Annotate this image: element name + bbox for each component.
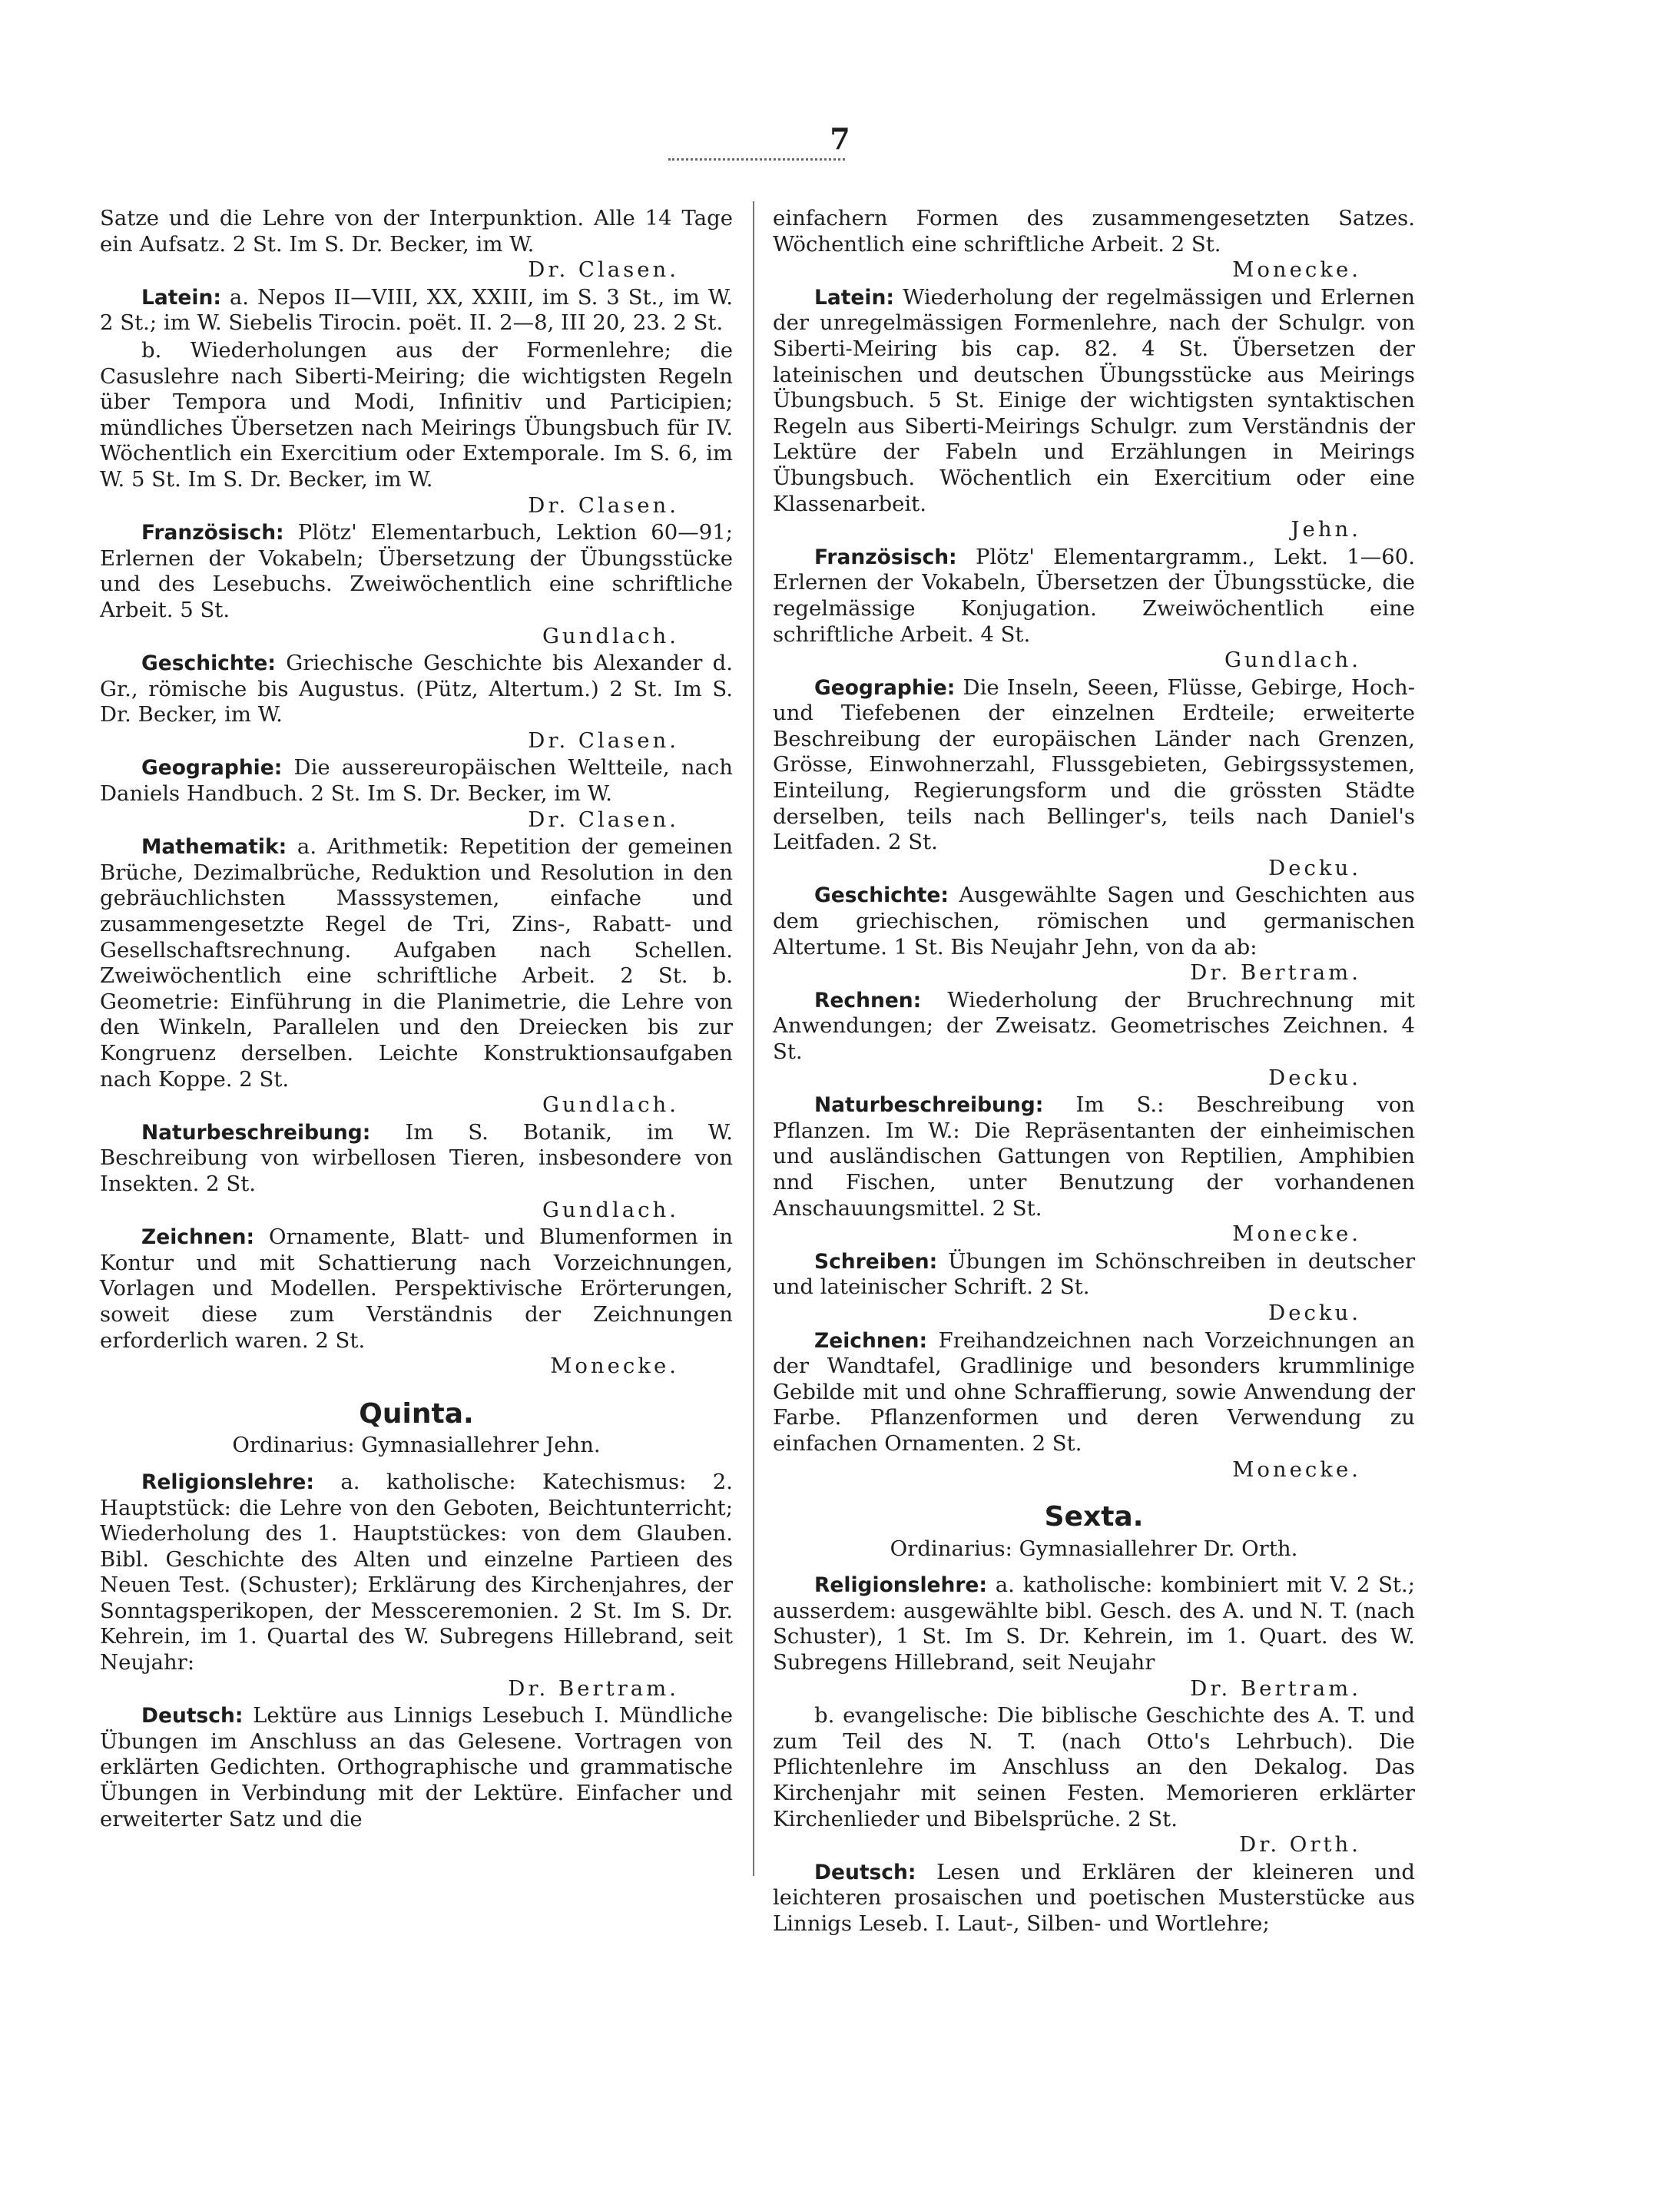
paragraph — [773, 1703, 1415, 1858]
teacher-signature: Dr. Bertram. — [1190, 960, 1361, 986]
page-number: 7 — [830, 121, 850, 156]
subject-heading: Naturbeschreibung: — [141, 1120, 371, 1145]
subject-heading: Deutsch: — [141, 1704, 244, 1728]
ordinarius-quinta: Ordinarius: Gymnasiallehrer Jehn. — [232, 1433, 601, 1458]
subject-heading: Französisch: — [814, 545, 957, 569]
teacher-signature: Gundlach. — [1224, 648, 1361, 673]
paragraph-text: b. Wiederholungen aus der Formenlehre; die Casuslehre nach Siberti-Meiring; die wichtigsten Regeln über Tempora und Modi, Infinitiv und Participien; mündliches Übersetzen nach Meirings Übungsbuch für IV. Wöchentlich ein Exercitium oder Extemporale. Im S. 6, im W. 5 St. Im S. Dr. Becker, im W. — [100, 337, 733, 492]
paragraph — [100, 1225, 733, 1380]
subject-heading: Naturbeschreibung: — [814, 1093, 1044, 1118]
paragraph — [100, 834, 733, 1119]
paragraph-text: b. evangelische: Die biblische Geschichte des A. T. und zum Teil des N. T. (nach Otto's Lehrbuch). Die Pflichtenlehre im Anschluss an den Dekalog. Das Kirchenjahr mit seinen Festen. Memorieren erklärter Kirchenlieder und Bibelsprüche. 2 St. — [773, 1703, 1415, 1831]
section-title-sexta: Sexta. — [1044, 1501, 1144, 1533]
teacher-signature: Dr. Bertram. — [508, 1675, 679, 1701]
paragraph — [773, 545, 1415, 674]
right-paragraphs — [773, 206, 1415, 1483]
teacher-signature: Dr. Clasen. — [528, 257, 679, 283]
teacher-signature: Monecke. — [1232, 257, 1361, 283]
paragraph — [773, 883, 1415, 986]
subject-heading: Geschichte: — [141, 651, 276, 676]
paragraph — [773, 206, 1415, 283]
subject-heading: Zeichnen: — [814, 1328, 928, 1353]
subject-heading: Deutsch: — [814, 1860, 916, 1884]
teacher-signature: Gundlach. — [542, 1197, 679, 1222]
paragraph-text: Wiederholung der Bruchrechnung mit Anwendungen; der Zweisatz. Geometrisches Zeichnen. 4 St. — [773, 987, 1415, 1064]
paragraph-text: Griechische Geschichte bis Alexander d. Gr., römische bis Augustus. (Pütz, Altertum.) 2 St. Im S. Dr. Becker, im W. — [100, 651, 733, 727]
teacher-signature: Gundlach. — [542, 623, 679, 648]
sexta-paragraphs — [773, 1573, 1415, 1937]
paragraph-text: Ornamente, Blatt- und Blumenformen in Kontur und mit Schattierung nach Vorzeichnungen, Vorlagen und Modellen. Perspektivische Erörterungen, soweit diese zum Verständnis der Zeichnungen erforderlich waren. 2 St. — [100, 1225, 733, 1353]
paragraph-text: Lektüre aus Linnigs Lesebuch I. Mündliche Übungen im Anschluss an das Gelesene. Vortragen von erklärten Gedichten. Orthographische und grammatische Übungen in Verbindung mit der Lektüre. Einfacher und erweiterter Satz und die — [100, 1703, 733, 1831]
paragraph — [100, 755, 733, 833]
paragraph — [100, 1703, 733, 1832]
paragraph — [100, 1470, 733, 1702]
teacher-signature: Monecke. — [1232, 1457, 1361, 1482]
subject-heading: Geschichte: — [814, 883, 949, 908]
paragraph-text: Plötz' Elementargramm., Lekt. 1—60. Erlernen der Vokabeln, Übersetzen der Übungsstücke, die regelmässige Konjugation. Zweiwöchentlich eine schriftliche Arbeit. 4 St. — [773, 544, 1416, 647]
teacher-signature: Decku. — [1268, 1065, 1361, 1090]
paragraph-text: a. Arithmetik: Repetition der gemeinen Brüche, Dezimalbrüche, Reduktion und Resolution in den gebräuchlichsten Masssystemen, einfache und zusammengesetzte Regel de Tri, Zins-, Rabatt- und Gesellschaftsrechnung. Aufgaben nach Schellen. Zweiwöchentlich eine schriftliche Arbeit. 2 St. b. Geometrie: Einführung in die Planimetrie, die Lehre von den Winkeln, Parallelen und den Dreiecken bis zur Kongruenz derselben. Leichte Konstruktionsaufgaben nach Koppe. 2 St. — [100, 834, 734, 1092]
paragraph-text: Die aussereuropäischen Weltteile, nach Daniels Handbuch. 2 St. Im S. Dr. Becker, im W. — [100, 755, 733, 807]
paragraph — [773, 675, 1415, 882]
paragraph-text: a. Nepos II—VIII, XX, XXIII, im S. 3 St., im W. 2 St.; im W. Siebelis Tirocin. poët. II. 2—8, III 20, 23. 2 St. — [100, 284, 733, 336]
paragraph — [100, 651, 733, 754]
teacher-signature: Dr. Clasen. — [528, 727, 679, 753]
ornament-rule — [668, 158, 845, 167]
paragraph-text: Freihandzeichnen nach Vorzeichnungen an der Wandtafel, Gradlinige und besonders krummlinige Gebilde mit und ohne Schraffierung, sowie Anwendung der Farbe. Pflanzenformen und deren Verwendung zu einfachen Ornamenten. 2 St. — [773, 1327, 1415, 1456]
subject-heading: Schreiben: — [814, 1249, 938, 1274]
paragraph-text: a. katholische: Katechismus: 2. Hauptstück: die Lehre von den Geboten, Beichtunterricht; Wiederholung des 1. Hauptstückes: von dem Glauben. Bibl. Geschichte des Alten und einzelne Partieen des Neuen Test. (Schuster); Erklärung des Kirchenjahres, der Sonntagsperikopen, der Messceremonien. 2 St. Im S. Dr. Kehrein, im 1. Quartal des W. Subregens Hillebrand, seit Neujahr: — [100, 1469, 733, 1675]
subject-heading: Latein: — [814, 285, 894, 310]
subject-heading: Geographie: — [814, 675, 956, 700]
quinta-paragraphs — [100, 1470, 733, 1832]
teacher-signature: Monecke. — [1232, 1221, 1361, 1247]
paragraph — [773, 1573, 1415, 1702]
paragraph — [100, 285, 733, 336]
paragraph-text: a. katholische: kombiniert mit V. 2 St.; ausserdem: ausgewählte bibl. Gesch. des A. und N. T. (nach Schuster), 1 St. Im S. Dr. Kehrein, im 1. Quart. des W. Subregens Hillebrand, seit Neujahr — [773, 1573, 1415, 1675]
paragraph-text: Lesen und Erklären der kleineren und leichteren prosaischen und poetischen Musterstücke aus Linnigs Leseb. I. Laut-, Silben- und Wortlehre; — [773, 1859, 1415, 1936]
subject-heading: Mathematik: — [141, 835, 287, 860]
subject-heading: Französisch: — [141, 521, 284, 545]
subject-heading: Latein: — [141, 285, 221, 310]
paragraph-text: Wiederholung der regelmässigen und Erlernen der unregelmässigen Formenlehre, nach der Schulgr. von Siberti-Meiring bis cap. 82. 4 St. Übersetzen der lateinischen und deutschen Übungsstücke aus Meirings Übungsbuch. 5 St. Einige der wichtigsten syntaktischen Regeln aus Siberti-Meirings Schulgr. zum Verständnis der Lektüre der Fabeln und Erzählungen in Meirings Übungsbuch. Wöchentlich ein Exercitium oder eine Klassenarbeit. — [773, 284, 1415, 516]
left-column — [100, 206, 733, 1834]
teacher-signature: Dr. Clasen. — [528, 807, 679, 832]
left-paragraphs — [100, 206, 733, 1380]
teacher-signature: Decku. — [1268, 855, 1361, 880]
column-divider — [753, 201, 754, 1876]
teacher-signature: Gundlach. — [542, 1092, 679, 1118]
paragraph-text: Im S. Botanik, im W. Beschreibung von wirbellosen Tieren, insbesondere von Insekten. 2 St. — [100, 1119, 733, 1196]
right-column — [773, 206, 1415, 1939]
teacher-signature: Dr. Bertram. — [1190, 1675, 1361, 1701]
paragraph-text: Satze und die Lehre von der Interpunktion. Alle 14 Tage ein Aufsatz. 2 St. Im S. Dr. Becker, im W. — [100, 206, 733, 257]
paragraph — [773, 1860, 1415, 1937]
ordinarius-sexta: Ordinarius: Gymnasiallehrer Dr. Orth. — [890, 1536, 1298, 1561]
paragraph-text: Im S.: Beschreibung von Pflanzen. Im W.: Die Repräsentanten der einheimischen und ausländischen Gattungen von Reptilien, Amphibien nnd Fischen, unter Benutzung der vorhandenen Anschauungsmittel. 2 St. — [773, 1092, 1415, 1221]
teacher-signature: Dr. Orth. — [1239, 1832, 1361, 1858]
section-title-quinta: Quinta. — [359, 1397, 474, 1430]
paragraph — [773, 988, 1415, 1091]
paragraph — [773, 1249, 1415, 1327]
subject-heading: Rechnen: — [814, 988, 922, 1012]
teacher-signature: Monecke. — [550, 1354, 679, 1379]
paragraph-text: Ausgewählte Sagen und Geschichten aus dem griechischen, römischen und germanischen Altertume. 1 St. Bis Neujahr Jehn, von da ab: — [773, 883, 1415, 959]
paragraph — [100, 338, 733, 519]
paragraph-text: Übungen im Schönschreiben in deutscher und lateinischer Schrift. 2 St. — [773, 1248, 1416, 1300]
subject-heading: Religionslehre: — [814, 1573, 988, 1598]
teacher-signature: Decku. — [1268, 1300, 1361, 1325]
subject-heading: Zeichnen: — [141, 1225, 255, 1250]
paragraph — [773, 285, 1415, 543]
paragraph-text: Die Inseln, Seeen, Flüsse, Gebirge, Hoch- und Tiefebenen der einzelnen Erdteile; erweiterte Beschreibung der europäischen Länder nach Grenzen, Grösse, Einwohnerzahl, Flussgebieten, Gebirgssystemen, Einteilung, Regierungsform und die grössten Städte derselben, teils nach Bellinger's, teils nach Daniel's Leitfaden. 2 St. — [773, 674, 1415, 855]
paragraph — [100, 206, 733, 283]
paragraph-text: Plötz' Elementarbuch, Lektion 60—91; Erlernen der Vokabeln; Übersetzung der Übungsstücke und des Lesebuchs. Zweiwöchentlich eine schriftliche Arbeit. 5 St. — [100, 520, 733, 622]
subject-heading: Geographie: — [141, 756, 283, 780]
teacher-signature: Jehn. — [1291, 517, 1361, 542]
subject-heading: Religionslehre: — [141, 1470, 315, 1494]
teacher-signature: Dr. Clasen. — [528, 492, 679, 518]
paragraph-text: einfachern Formen des zusammengesetzten Satzes. Wöchentlich eine schriftliche Arbeit. 2 St. — [773, 206, 1415, 257]
paragraph — [773, 1092, 1415, 1248]
paragraph — [773, 1328, 1415, 1483]
paragraph — [100, 1120, 733, 1223]
paragraph — [100, 520, 733, 649]
